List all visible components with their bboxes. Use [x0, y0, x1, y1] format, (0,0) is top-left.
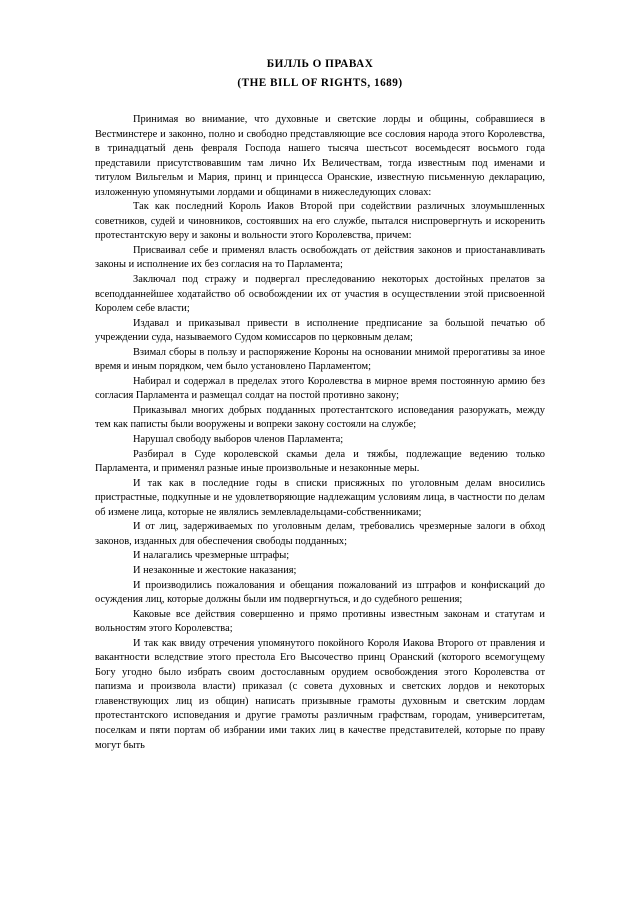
- paragraph: Принимая во внимание, что духовные и светские лорды и общины, собравшиеся в Вестминстере и законно, полно и свободно представляющие все сословия народа этого Королевства, в тринадцатый день февраля Господа нашего тысяча шестьсот восемьдесят восьмого года представили присутствовавшим там лично Их Величествам, тогда известным под именами и титулом Вильгельм и Мария, принц и принцесса Оранские, известную письменную декларацию, изложенную упомянутыми лордами и общинами в нижеследующих словах:: [95, 114, 545, 198]
- paragraph: И так как в последние годы в списки присяжных по уголовным делам вносились пристрастные, подкупные и не удовлетворяющие надлежащим условиям лица, в частности по делам об измене лица, которые не являлись землевладельцами-собственниками;: [95, 477, 545, 518]
- paragraph: И налагались чрезмерные штрафы;: [133, 550, 290, 562]
- paragraph: И так как ввиду отречения упомянутого покойного Короля Иакова Второго от правления и вакантности вследствие этого престола Его Высочество принц Оранский (которого всемогущему Богу угодно было избрать своим достославным орудием освобождения этого Королевства от папизма и произвола власти) приказал (с совета духовных и светских лордов и некоторых главенствующих лиц из общин) написать призывные грамоты духовным и светским лордам протестантского исповедания и другие грамоты различным графствам, городам, университетам, поселкам и пяти портам об избрании ими таких лиц в качестве представителей, которые по праву могут быть: [95, 637, 545, 751]
- paragraph: Присваивал себе и применял власть освобождать от действия законов и приостанавливать законы и исполнение их без согласия на то Парламента;: [95, 244, 545, 271]
- paragraph: Каковые все действия совершенно и прямо противны известным законам и статутам и вольностям этого Королевства;: [95, 608, 545, 635]
- paragraph: Разбирал в Суде королевской скамьи дела и тяжбы, подлежащие ведению только Парламента, и применял разные иные произвольные и незаконные меры.: [95, 448, 545, 475]
- document-body: [95, 113, 545, 753]
- paragraph: Так как последний Король Иаков Второй при содействии различных злоумышленных советников, судей и чиновников, состоявших на его службе, пытался ниспровергнуть и искоренить протестантскую веру и законы и вольности этого Королевства, причем:: [95, 201, 545, 242]
- paragraph: Приказывал многих добрых подданных протестантского исповедания разоружать, между тем как паписты были вооружены и вопреки закону состояли на службе;: [95, 404, 545, 431]
- paragraph: И незаконные и жестокие наказания;: [133, 564, 297, 576]
- paragraph: Заключал под стражу и подвергал преследованию некоторых достойных прелатов за всеподданнейшее ходатайство об освобождении их от участия в осуществлении этой присвоенной Королем себе власти;: [95, 274, 545, 315]
- paragraph: И производились пожалования и обещания пожалований из штрафов и конфискаций до осуждения лиц, которые должны были им подвергнуться, и до судебного решения;: [95, 579, 545, 606]
- page-title-russian: БИЛЛЬ О ПРАВАХ: [266, 58, 374, 70]
- paragraph: Нарушал свободу выборов членов Парламента;: [133, 434, 344, 446]
- paragraph: Взимал сборы в пользу и распоряжение Короны на основании мнимой прерогативы за иное время и иным порядком, чем было установлено Парламентом;: [95, 346, 545, 373]
- page-title-english: (THE BILL OF RIGHTS, 1689): [237, 76, 403, 89]
- paragraph: Издавал и приказывал привести в исполнение предписание за большой печатью об учреждении суда, называемого Судом комиссаров по церковным делам;: [95, 317, 545, 344]
- paragraph: Набирал и содержал в пределах этого Королевства в мирное время постоянную армию без согласия Парламента и размещал солдат на постой противно закону;: [95, 375, 545, 402]
- paragraph: И от лиц, задерживаемых по уголовным делам, требовались чрезмерные залоги в обход законов, изданных для обеспечения свободы подданных;: [95, 521, 545, 547]
- page-title: [95, 55, 545, 92]
